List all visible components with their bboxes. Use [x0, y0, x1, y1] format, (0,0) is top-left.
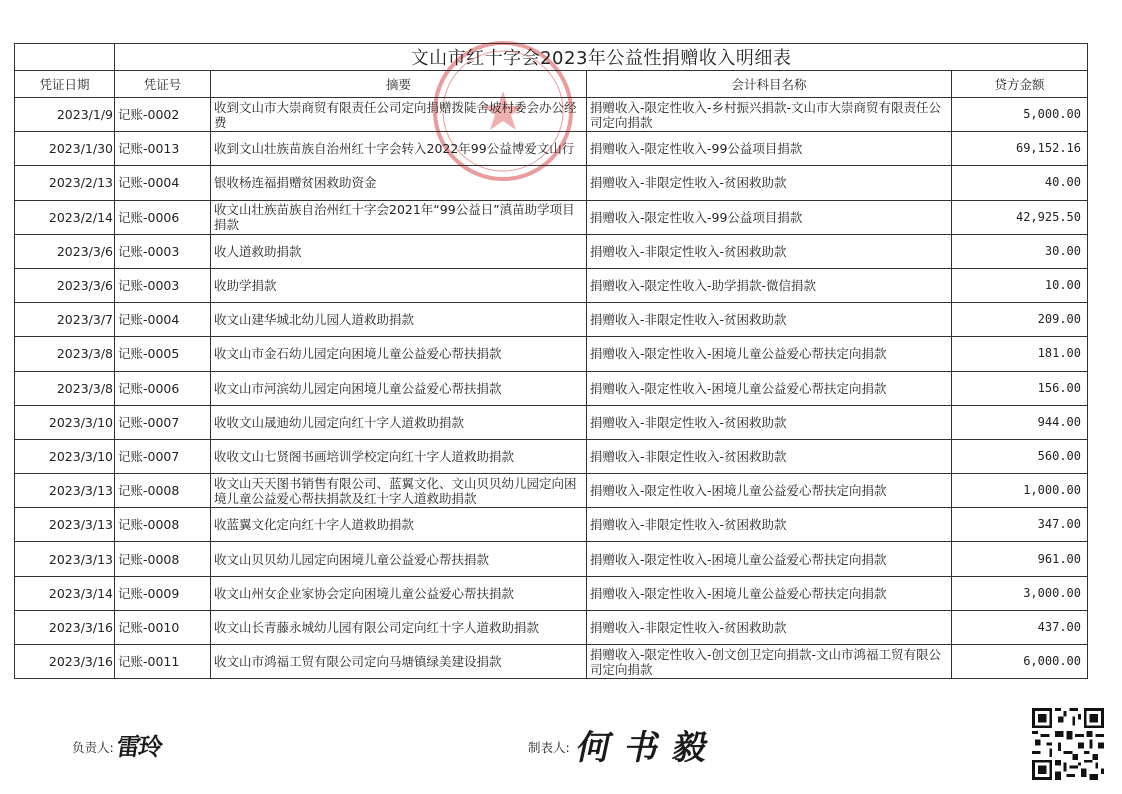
row-amount: 961.00	[952, 542, 1088, 576]
row-account: 捐赠收入-限定性收入-创文创卫定向捐款-文山市鸿福工贸有限公司定向捐款	[587, 645, 952, 679]
row-account: 捐赠收入-限定性收入-99公益项目捐款	[587, 132, 952, 166]
row-amount: 30.00	[952, 234, 1088, 268]
row-date: 2023/3/6	[15, 268, 115, 302]
row-voucher-no: 记账-0006	[115, 371, 211, 405]
maker-label: 制表人:	[528, 740, 570, 755]
table-row	[15, 303, 1088, 337]
row-summary: 收蓝翼文化定向红十字人道救助捐款	[211, 508, 587, 542]
page-title: 文山市红十字会2023年公益性捐赠收入明细表	[115, 44, 1088, 71]
title-row	[15, 44, 1088, 71]
row-account: 捐赠收入-限定性收入-困境儿童公益爱心帮扶定向捐款	[587, 576, 952, 610]
row-amount: 181.00	[952, 337, 1088, 371]
row-amount: 437.00	[952, 610, 1088, 644]
row-date: 2023/1/9	[15, 98, 115, 132]
row-account: 捐赠收入-非限定性收入-贫困救助款	[587, 303, 952, 337]
row-voucher-no: 记账-0008	[115, 474, 211, 508]
row-amount: 209.00	[952, 303, 1088, 337]
row-amount: 6,000.00	[952, 645, 1088, 679]
donation-income-table	[14, 43, 1088, 679]
table-row	[15, 132, 1088, 166]
row-amount: 156.00	[952, 371, 1088, 405]
row-date: 2023/3/10	[15, 405, 115, 439]
row-date: 2023/2/13	[15, 166, 115, 200]
row-amount: 10.00	[952, 268, 1088, 302]
row-date: 2023/3/10	[15, 439, 115, 473]
table-row	[15, 542, 1088, 576]
row-account: 捐赠收入-限定性收入-乡村振兴捐款-文山市大崇商贸有限责任公司定向捐款	[587, 98, 952, 132]
col-header-voucher-no: 凭证号	[115, 71, 211, 98]
row-date: 2023/3/7	[15, 303, 115, 337]
row-voucher-no: 记账-0013	[115, 132, 211, 166]
row-date: 2023/3/16	[15, 610, 115, 644]
row-summary: 收人道救助捐款	[211, 234, 587, 268]
row-voucher-no: 记账-0008	[115, 542, 211, 576]
row-account: 捐赠收入-非限定性收入-贫困救助款	[587, 439, 952, 473]
col-header-amount: 贷方金额	[952, 71, 1088, 98]
row-amount: 944.00	[952, 405, 1088, 439]
row-summary: 收文山天天图书销售有限公司、蓝翼文化、文山贝贝幼儿园定向困境儿童公益爱心帮扶捐款及红十字人道救助捐款	[211, 474, 587, 508]
row-amount: 40.00	[952, 166, 1088, 200]
row-voucher-no: 记账-0004	[115, 303, 211, 337]
row-summary: 收收文山七贤阁书画培训学校定向红十字人道救助捐款	[211, 439, 587, 473]
row-date: 2023/3/8	[15, 337, 115, 371]
row-amount: 42,925.50	[952, 200, 1088, 234]
row-summary: 银收杨连福捐赠贫困救助资金	[211, 166, 587, 200]
table-row	[15, 610, 1088, 644]
table-row	[15, 405, 1088, 439]
row-account: 捐赠收入-非限定性收入-贫困救助款	[587, 405, 952, 439]
table-row	[15, 98, 1088, 132]
row-voucher-no: 记账-0006	[115, 200, 211, 234]
row-date: 2023/3/13	[15, 474, 115, 508]
row-account: 捐赠收入-非限定性收入-贫困救助款	[587, 610, 952, 644]
header-row	[15, 71, 1088, 98]
row-amount: 560.00	[952, 439, 1088, 473]
row-date: 2023/3/6	[15, 234, 115, 268]
row-summary: 收到文山市大崇商贸有限责任公司定向捐赠拨陡舍坡村委会办公经费	[211, 98, 587, 132]
row-date: 2023/3/13	[15, 542, 115, 576]
responsible-signature: 雷玲	[114, 732, 163, 761]
row-summary: 收到文山壮族苗族自治州红十字会转入2022年99公益博爱文山行	[211, 132, 587, 166]
table-row	[15, 268, 1088, 302]
row-amount: 5,000.00	[952, 98, 1088, 132]
col-header-account: 会计科目名称	[587, 71, 952, 98]
row-summary: 收收文山晟迪幼儿园定向红十字人道救助捐款	[211, 405, 587, 439]
row-voucher-no: 记账-0009	[115, 576, 211, 610]
row-account: 捐赠收入-限定性收入-困境儿童公益爱心帮扶定向捐款	[587, 474, 952, 508]
row-voucher-no: 记账-0003	[115, 268, 211, 302]
table-row	[15, 337, 1088, 371]
row-account: 捐赠收入-限定性收入-困境儿童公益爱心帮扶定向捐款	[587, 542, 952, 576]
table-row	[15, 200, 1088, 234]
table-row	[15, 166, 1088, 200]
row-voucher-no: 记账-0007	[115, 405, 211, 439]
row-amount: 69,152.16	[952, 132, 1088, 166]
row-date: 2023/3/8	[15, 371, 115, 405]
row-account: 捐赠收入-限定性收入-助学捐款-微信捐款	[587, 268, 952, 302]
row-date: 2023/2/14	[15, 200, 115, 234]
row-voucher-no: 记账-0008	[115, 508, 211, 542]
row-summary: 收文山市鸿福工贸有限公司定向马塘镇绿美建设捐款	[211, 645, 587, 679]
row-date: 2023/3/13	[15, 508, 115, 542]
row-summary: 收文山建华城北幼儿园人道救助捐款	[211, 303, 587, 337]
row-voucher-no: 记账-0002	[115, 98, 211, 132]
row-date: 2023/1/30	[15, 132, 115, 166]
row-date: 2023/3/16	[15, 645, 115, 679]
row-summary: 收文山市河滨幼儿园定向困境儿童公益爱心帮扶捐款	[211, 371, 587, 405]
row-summary: 收文山长青藤永城幼儿园有限公司定向红十字人道救助捐款	[211, 610, 587, 644]
row-summary: 收文山市金石幼儿园定向困境儿童公益爱心帮扶捐款	[211, 337, 587, 371]
row-amount: 3,000.00	[952, 576, 1088, 610]
maker-signature: 何书毅	[573, 728, 726, 768]
title-blank-cell	[15, 44, 115, 71]
row-summary: 收文山贝贝幼儿园定向困境儿童公益爱心帮扶捐款	[211, 542, 587, 576]
table-row	[15, 439, 1088, 473]
row-amount: 1,000.00	[952, 474, 1088, 508]
table-row	[15, 508, 1088, 542]
row-account: 捐赠收入-限定性收入-困境儿童公益爱心帮扶定向捐款	[587, 371, 952, 405]
responsible-label: 负责人:	[72, 740, 114, 755]
row-summary: 收助学捐款	[211, 268, 587, 302]
table-row	[15, 645, 1088, 679]
row-account: 捐赠收入-限定性收入-困境儿童公益爱心帮扶定向捐款	[587, 337, 952, 371]
row-account: 捐赠收入-非限定性收入-贫困救助款	[587, 508, 952, 542]
row-voucher-no: 记账-0007	[115, 439, 211, 473]
row-voucher-no: 记账-0004	[115, 166, 211, 200]
table-row	[15, 576, 1088, 610]
row-voucher-no: 记账-0011	[115, 645, 211, 679]
table-row	[15, 371, 1088, 405]
row-account: 捐赠收入-限定性收入-99公益项目捐款	[587, 200, 952, 234]
col-header-date: 凭证日期	[15, 71, 115, 98]
row-summary: 收文山州女企业家协会定向困境儿童公益爱心帮扶捐款	[211, 576, 587, 610]
table-row	[15, 234, 1088, 268]
row-voucher-no: 记账-0005	[115, 337, 211, 371]
table-row	[15, 474, 1088, 508]
col-header-summary: 摘要	[211, 71, 587, 98]
row-account: 捐赠收入-非限定性收入-贫困救助款	[587, 234, 952, 268]
row-voucher-no: 记账-0003	[115, 234, 211, 268]
row-account: 捐赠收入-非限定性收入-贫困救助款	[587, 166, 952, 200]
row-voucher-no: 记账-0010	[115, 610, 211, 644]
row-date: 2023/3/14	[15, 576, 115, 610]
qr-code-icon	[1032, 708, 1104, 780]
row-amount: 347.00	[952, 508, 1088, 542]
row-summary: 收文山壮族苗族自治州红十字会2021年“99公益日”滇苗助学项目捐款	[211, 200, 587, 234]
